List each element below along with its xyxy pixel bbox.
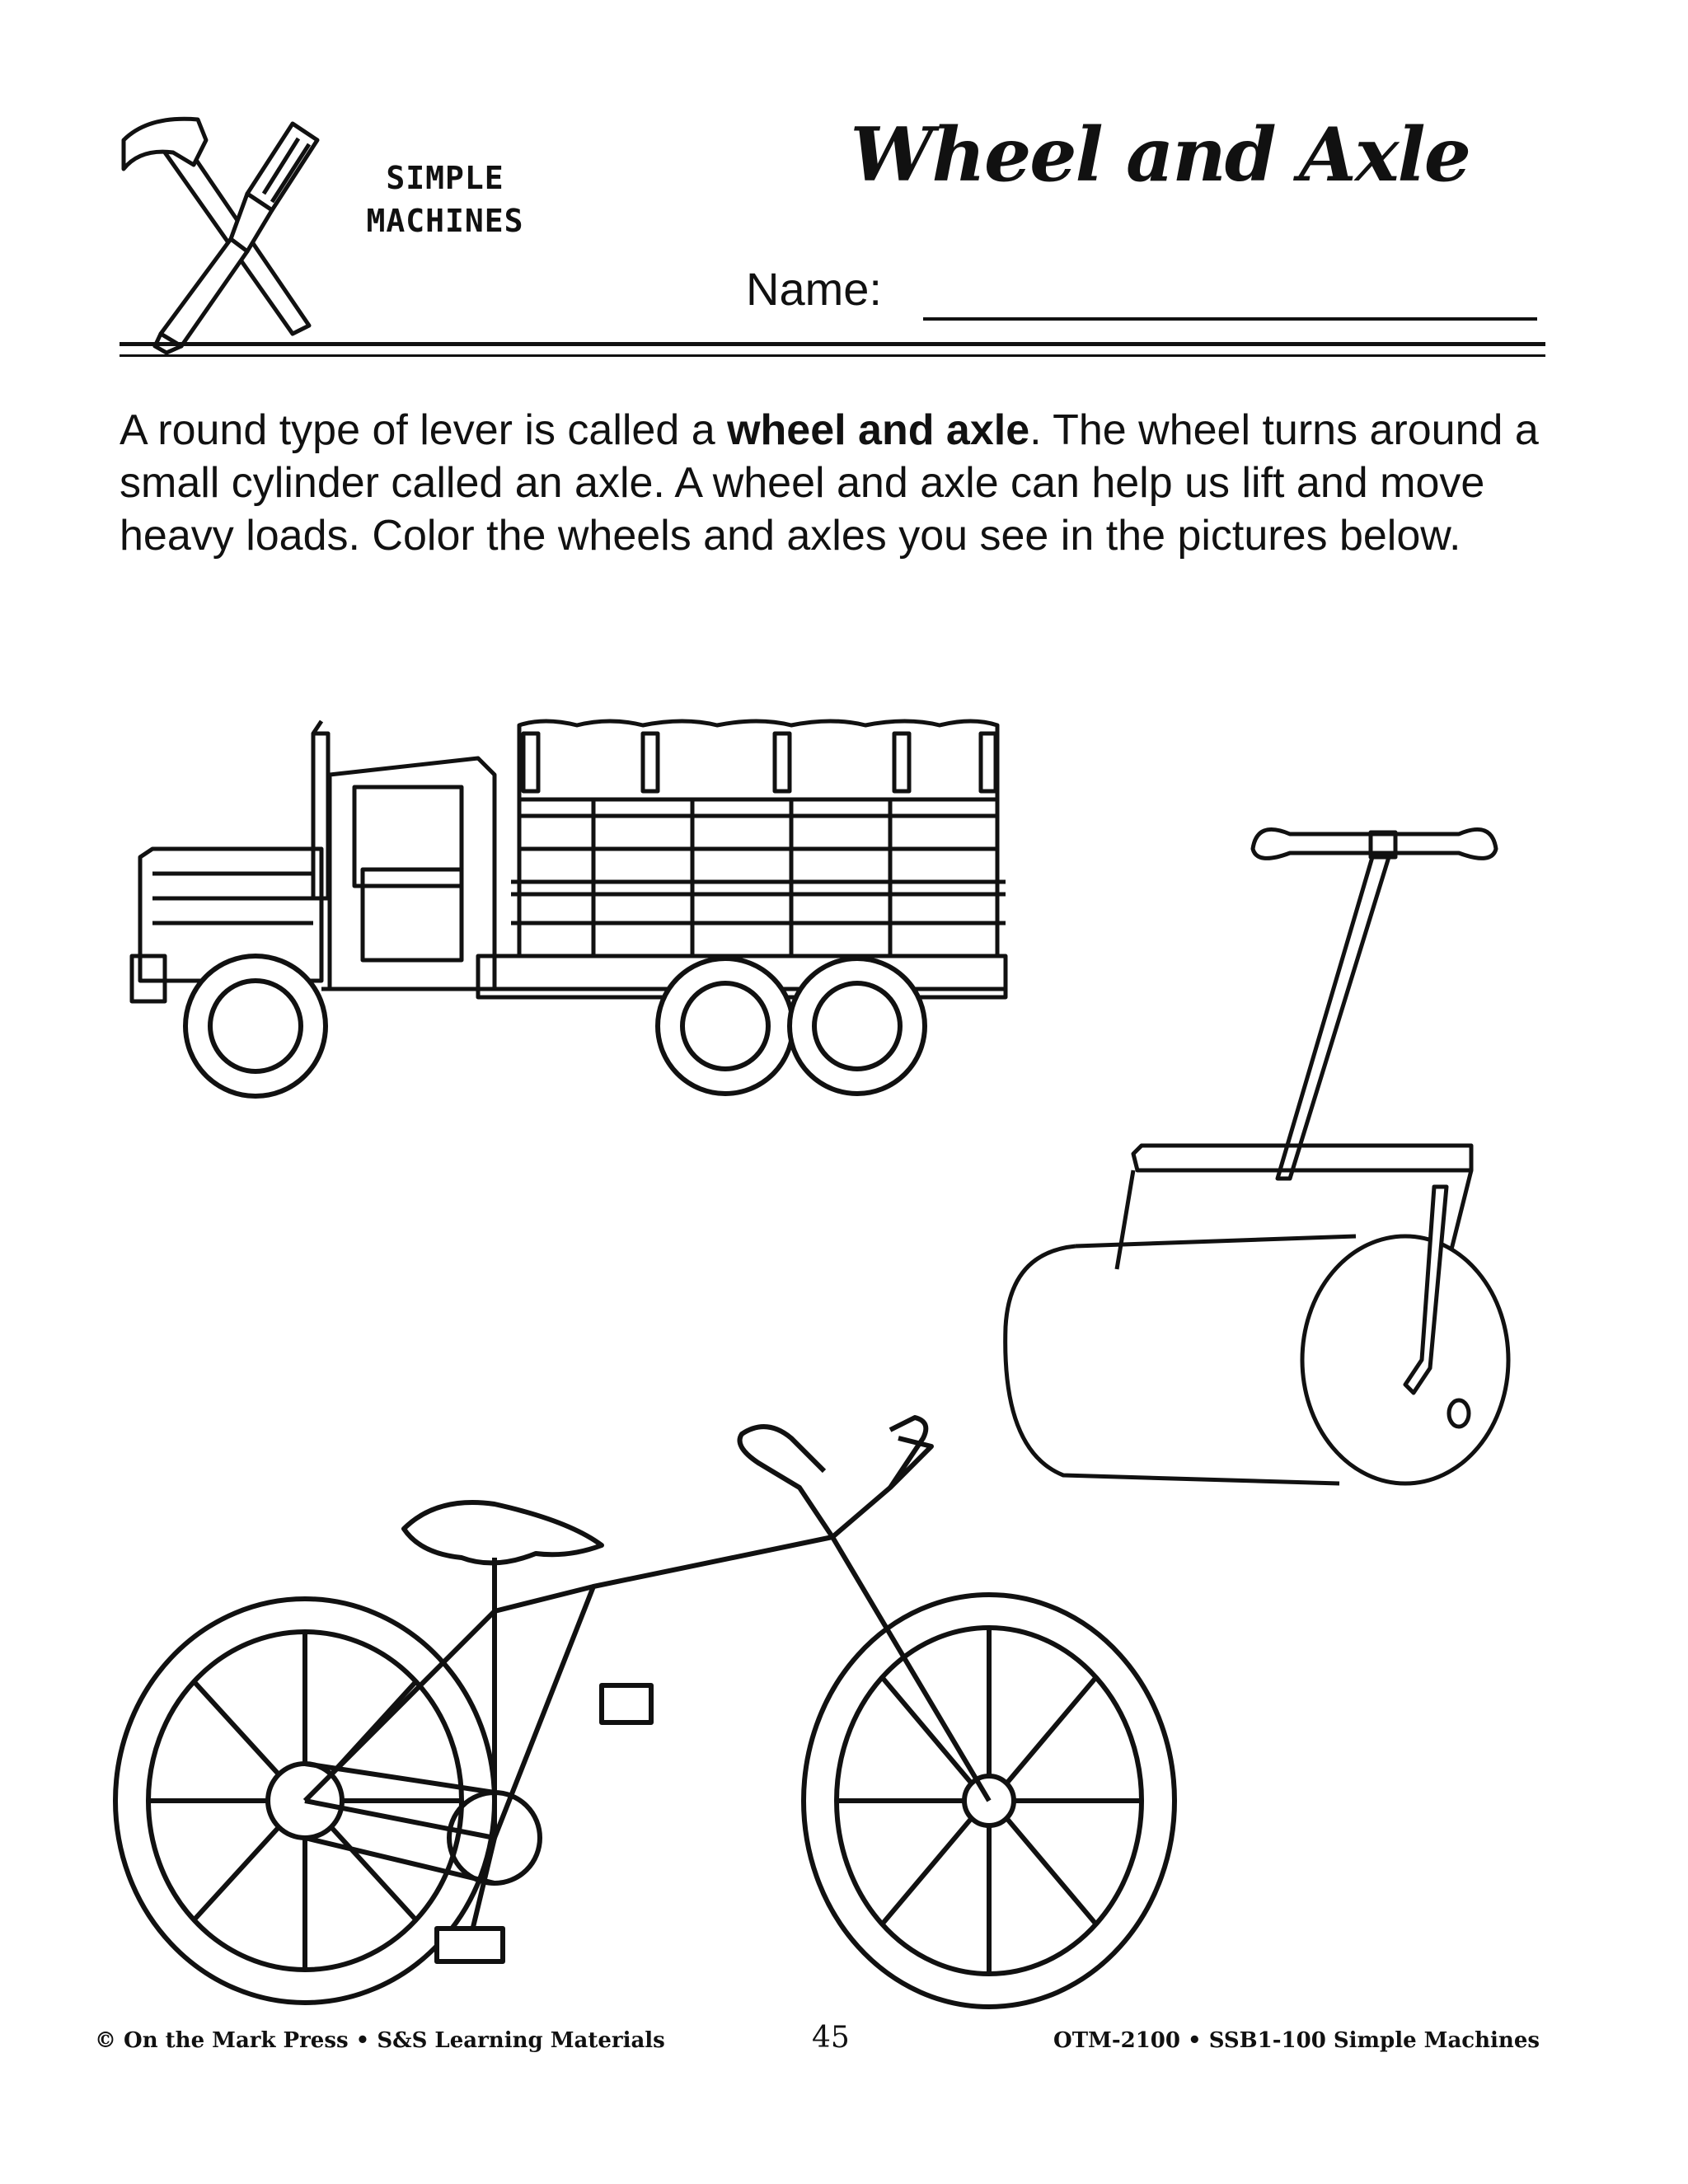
- intro-text-start: A round type of lever is called a: [120, 406, 728, 454]
- page-title: Wheel and Axle: [850, 111, 1470, 199]
- lawn-roller-drawing: [985, 824, 1525, 1500]
- intro-bold-term: wheel and axle: [727, 406, 1030, 454]
- truck-drawing: [115, 709, 1055, 1104]
- logo-text: [313, 157, 577, 242]
- logo-line-1: SIMPLE: [386, 160, 504, 196]
- page-number: 45: [812, 2021, 850, 2055]
- name-field-line[interactable]: [923, 317, 1537, 321]
- footer-copyright: © On the Mark Press • S&S Learning Materials: [95, 2028, 665, 2053]
- footer-series: OTM-2100 • SSB1-100 Simple Machines: [1053, 2028, 1540, 2053]
- name-label: Name:: [746, 263, 882, 315]
- header-divider-thin: [120, 354, 1545, 357]
- intro-paragraph: [120, 404, 1554, 562]
- logo-line-2: MACHINES: [366, 203, 524, 239]
- intro-text-end: . The wheel turns around a small cylinder called an axle. A wheel and axle can help us lift and move heavy loads. Color the wheels and axles you see in the pictures below.: [120, 406, 1539, 560]
- bicycle-drawing: [107, 1413, 1183, 2073]
- header-divider: [120, 342, 1545, 346]
